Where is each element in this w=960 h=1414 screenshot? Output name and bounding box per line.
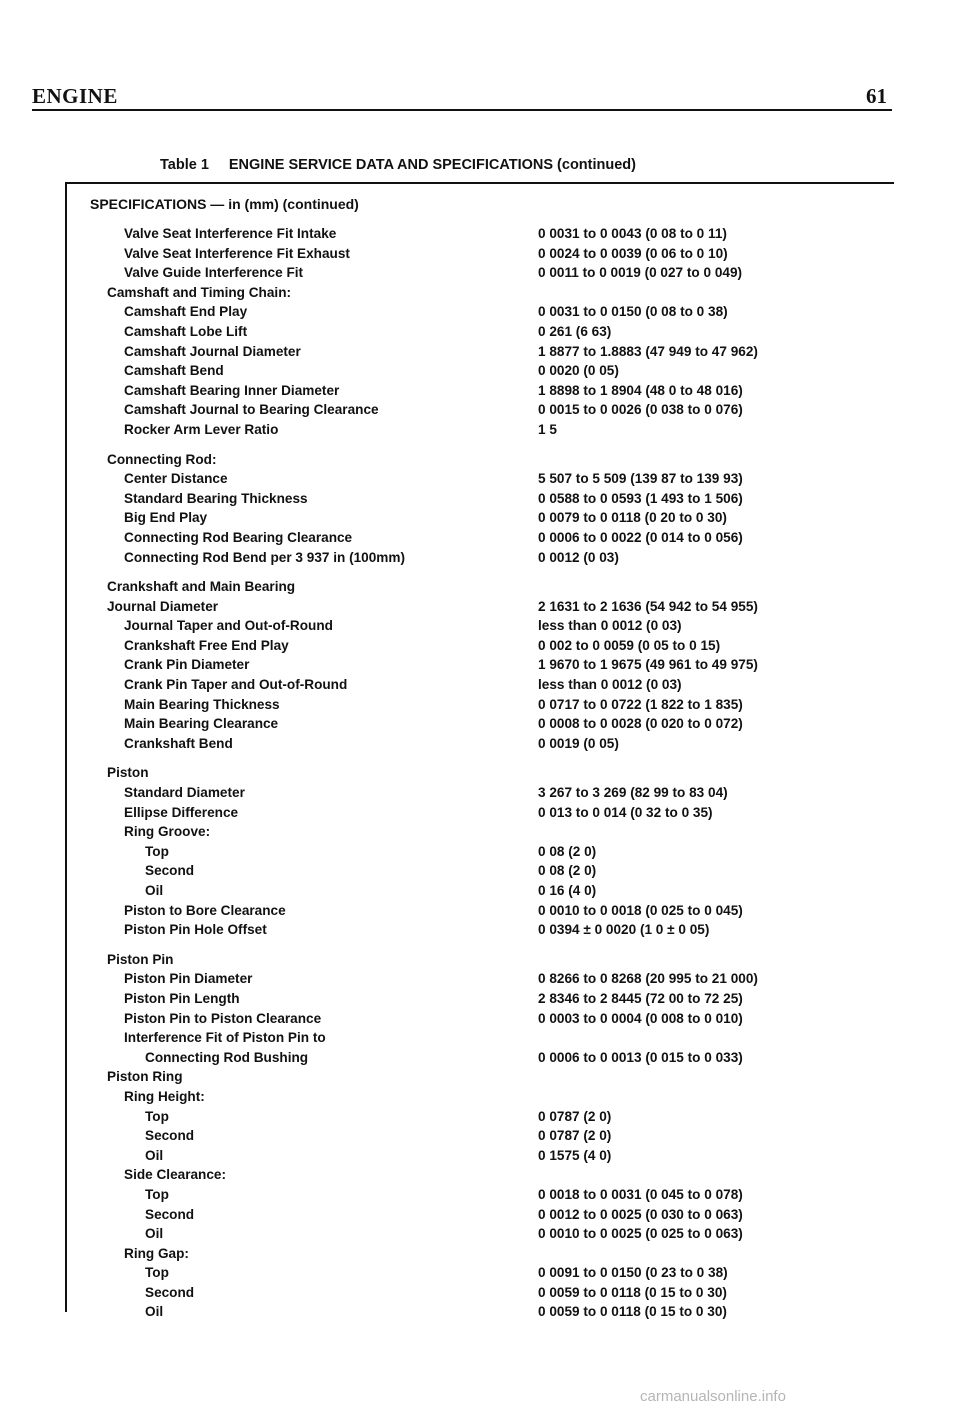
spec-label: Second <box>145 1206 195 1222</box>
spec-value: 0 0019 (0 05) <box>538 735 619 751</box>
spec-value: 2 8346 to 2 8445 (72 00 to 72 25) <box>538 990 743 1006</box>
spec-row <box>0 677 960 697</box>
spec-row <box>0 452 960 472</box>
spec-label: Connecting Rod Bearing Clearance <box>124 529 353 545</box>
spec-label: Connecting Rod Bend per 3 937 in (100mm) <box>124 549 405 565</box>
spec-value: 0 0020 (0 05) <box>538 363 619 379</box>
spec-row <box>0 716 960 736</box>
spec-label: Camshaft Journal to Bearing Clearance <box>124 402 379 418</box>
spec-row <box>0 265 960 285</box>
spec-row <box>0 363 960 383</box>
spec-value: 0 0394 ± 0 0020 (1 0 ± 0 05) <box>538 922 710 938</box>
spec-value: 0 8266 to 0 8268 (20 995 to 21 000) <box>538 971 758 987</box>
spec-label: Second <box>145 863 195 879</box>
spec-row <box>0 1050 960 1070</box>
spec-value: 5 507 to 5 509 (139 87 to 139 93) <box>538 471 743 487</box>
spec-label: Piston Pin Length <box>124 990 240 1006</box>
spec-value: 0 08 (2 0) <box>538 863 597 879</box>
spec-row <box>0 1109 960 1129</box>
spec-value: 1 5 <box>538 421 557 437</box>
spec-label: Piston Pin <box>107 951 174 967</box>
spec-row <box>0 402 960 422</box>
spec-value: 3 267 to 3 269 (82 99 to 83 04) <box>538 785 728 801</box>
spec-value: 0 0006 to 0 0022 (0 014 to 0 056) <box>538 529 743 545</box>
spec-row <box>0 991 960 1011</box>
spec-row <box>0 599 960 619</box>
spec-label: Standard Bearing Thickness <box>124 490 308 506</box>
spec-label: Ellipse Difference <box>124 804 239 820</box>
spec-value: 0 0091 to 0 0150 (0 23 to 0 38) <box>538 1265 728 1281</box>
spec-row <box>0 1285 960 1305</box>
section-label: SPECIFICATIONS — in (mm) (continued) <box>90 196 359 212</box>
spec-value: 1 8898 to 1 8904 (48 0 to 48 016) <box>538 382 743 398</box>
spec-row <box>0 579 960 599</box>
spec-value: 0 0031 to 0 0150 (0 08 to 0 38) <box>538 304 728 320</box>
spec-row <box>0 383 960 403</box>
spec-label: Top <box>145 843 169 859</box>
spec-label: Top <box>145 1108 169 1124</box>
spec-value: 0 013 to 0 014 (0 32 to 0 35) <box>538 804 713 820</box>
spec-label: Center Distance <box>124 471 228 487</box>
spec-label: Camshaft Bend <box>124 363 224 379</box>
spec-label: Ring Groove: <box>124 824 211 840</box>
spec-value: 0 0787 (2 0) <box>538 1108 612 1124</box>
spec-row <box>0 824 960 844</box>
spec-rows <box>0 226 960 1324</box>
spec-row <box>0 971 960 991</box>
watermark-footer: carmanualsonline.info <box>640 1388 786 1405</box>
spec-value: 0 0011 to 0 0019 (0 027 to 0 049) <box>538 265 743 281</box>
table-number: Table 1 <box>160 157 209 173</box>
spec-label: Piston Pin Hole Offset <box>124 922 267 938</box>
spec-row <box>0 1011 960 1031</box>
spec-label: Side Clearance: <box>124 1167 226 1183</box>
spec-row <box>0 657 960 677</box>
spec-row <box>0 1128 960 1148</box>
spec-label: Rocker Arm Lever Ratio <box>124 421 279 437</box>
spec-value: 1 8877 to 1.8883 (47 949 to 47 962) <box>538 343 758 359</box>
spec-label: Crankshaft and Main Bearing <box>107 579 296 595</box>
spec-label: Journal Taper and Out-of-Round <box>124 618 333 634</box>
spec-label: Top <box>145 1265 169 1281</box>
spec-label: Crank Pin Diameter <box>124 657 250 673</box>
spec-value: 0 0012 (0 03) <box>538 549 619 565</box>
spec-row <box>0 1089 960 1109</box>
spec-label: Piston Pin to Piston Clearance <box>124 1010 322 1026</box>
spec-value: 0 0012 to 0 0025 (0 030 to 0 063) <box>538 1206 743 1222</box>
spec-label: Piston Ring <box>107 1069 183 1085</box>
spec-label: Crank Pin Taper and Out-of-Round <box>124 677 348 693</box>
spec-value: 1 9670 to 1 9675 (49 961 to 49 975) <box>538 657 758 673</box>
spec-label: Valve Seat Interference Fit Exhaust <box>124 245 350 261</box>
header-rule <box>32 109 892 111</box>
spec-row <box>0 805 960 825</box>
spec-value: less than 0 0012 (0 03) <box>538 618 682 634</box>
spec-value: 0 0717 to 0 0722 (1 822 to 1 835) <box>538 696 743 712</box>
spec-label: Camshaft Journal Diameter <box>124 343 301 359</box>
spec-value: 0 0031 to 0 0043 (0 08 to 0 11) <box>538 226 727 241</box>
running-header-section: ENGINE <box>32 84 118 108</box>
spec-value: 0 0003 to 0 0004 (0 008 to 0 010) <box>538 1010 743 1026</box>
spec-row <box>0 530 960 550</box>
spec-value: 2 1631 to 2 1636 (54 942 to 54 955) <box>538 598 758 614</box>
spec-label: Valve Guide Interference Fit <box>124 265 304 281</box>
spec-row <box>0 550 960 570</box>
spec-label: Second <box>145 1284 195 1300</box>
spec-row <box>0 903 960 923</box>
page-number: 61 <box>866 84 887 108</box>
spec-row <box>0 883 960 903</box>
spec-row <box>0 1246 960 1266</box>
spec-value: 0 0787 (2 0) <box>538 1128 612 1144</box>
spec-label: Connecting Rod Bushing <box>145 1049 309 1065</box>
spec-row <box>0 1069 960 1089</box>
spec-label: Camshaft End Play <box>124 304 248 320</box>
spec-label: Valve Seat Interference Fit Intake <box>124 226 337 241</box>
spec-label: Main Bearing Thickness <box>124 696 280 712</box>
spec-label: Standard Diameter <box>124 785 245 801</box>
spec-value: 0 08 (2 0) <box>538 843 597 859</box>
spec-row <box>0 1187 960 1207</box>
spec-value: 0 1575 (4 0) <box>538 1147 612 1163</box>
spec-row <box>0 246 960 266</box>
spec-row <box>0 785 960 805</box>
spec-label: Crankshaft Free End Play <box>124 637 289 653</box>
spec-value: less than 0 0012 (0 03) <box>538 677 682 693</box>
spec-row <box>0 765 960 785</box>
spec-value: 0 002 to 0 0059 (0 05 to 0 15) <box>538 637 721 653</box>
spec-row <box>0 285 960 305</box>
spec-row <box>0 304 960 324</box>
spec-label: Oil <box>145 1304 164 1320</box>
spec-label: Camshaft and Timing Chain: <box>107 284 292 300</box>
spec-label: Camshaft Lobe Lift <box>124 323 248 339</box>
spec-row <box>0 226 960 246</box>
spec-row <box>0 952 960 972</box>
spec-row <box>0 422 960 442</box>
spec-row <box>0 324 960 344</box>
spec-label: Interference Fit of Piston Pin to <box>124 1030 326 1046</box>
spec-label: Crankshaft Bend <box>124 735 233 751</box>
spec-label: Oil <box>145 883 164 898</box>
spec-value: 0 0059 to 0 0118 (0 15 to 0 30) <box>538 1284 727 1300</box>
spec-value: 0 0018 to 0 0031 (0 045 to 0 078) <box>538 1186 743 1202</box>
spec-value: 0 0008 to 0 0028 (0 020 to 0 072) <box>538 716 743 732</box>
spec-label: Ring Gap: <box>124 1245 189 1261</box>
spec-label: Oil <box>145 1226 164 1242</box>
spec-value: 0 0024 to 0 0039 (0 06 to 0 10) <box>538 245 728 261</box>
spec-value: 0 0010 to 0 0025 (0 025 to 0 063) <box>538 1226 743 1242</box>
table-title <box>160 157 656 173</box>
spec-label: Piston Pin Diameter <box>124 971 253 987</box>
spec-label: Connecting Rod: <box>107 451 217 467</box>
spec-row <box>0 863 960 883</box>
spec-label: Camshaft Bearing Inner Diameter <box>124 382 340 398</box>
spec-label: Oil <box>145 1147 164 1163</box>
spec-row <box>0 1030 960 1050</box>
spec-label: Journal Diameter <box>107 598 219 614</box>
spec-label: Main Bearing Clearance <box>124 716 279 732</box>
spec-value: 0 0079 to 0 0118 (0 20 to 0 30) <box>538 510 727 526</box>
spec-value: 0 16 (4 0) <box>538 883 597 898</box>
spec-row <box>0 1207 960 1227</box>
spec-row <box>0 736 960 756</box>
spec-label: Big End Play <box>124 510 208 526</box>
spec-row <box>0 844 960 864</box>
spec-value: 0 0015 to 0 0026 (0 038 to 0 076) <box>538 402 743 418</box>
spec-label: Ring Height: <box>124 1088 205 1104</box>
spec-row <box>0 697 960 717</box>
spec-row <box>0 1304 960 1324</box>
spec-row <box>0 344 960 364</box>
spec-value: 0 0010 to 0 0018 (0 025 to 0 045) <box>538 902 743 918</box>
spec-row <box>0 1148 960 1168</box>
spec-value: 0 261 (6 63) <box>538 323 612 339</box>
spec-row <box>0 618 960 638</box>
spec-row <box>0 638 960 658</box>
spec-value: 0 0006 to 0 0013 (0 015 to 0 033) <box>538 1049 743 1065</box>
table-name: ENGINE SERVICE DATA AND SPECIFICATIONS (continued) <box>228 157 636 173</box>
spec-row <box>0 1265 960 1285</box>
spec-row <box>0 471 960 491</box>
spec-row <box>0 491 960 511</box>
spec-value: 0 0059 to 0 0118 (0 15 to 0 30) <box>538 1304 727 1320</box>
spec-label: Second <box>145 1128 195 1144</box>
spec-value: 0 0588 to 0 0593 (1 493 to 1 506) <box>538 490 743 506</box>
spec-label: Piston to Bore Clearance <box>124 902 286 918</box>
spec-row <box>0 510 960 530</box>
spec-label: Top <box>145 1186 169 1202</box>
spec-row <box>0 1167 960 1187</box>
spec-label: Piston <box>107 765 149 781</box>
spec-row <box>0 922 960 942</box>
spec-row <box>0 1226 960 1246</box>
